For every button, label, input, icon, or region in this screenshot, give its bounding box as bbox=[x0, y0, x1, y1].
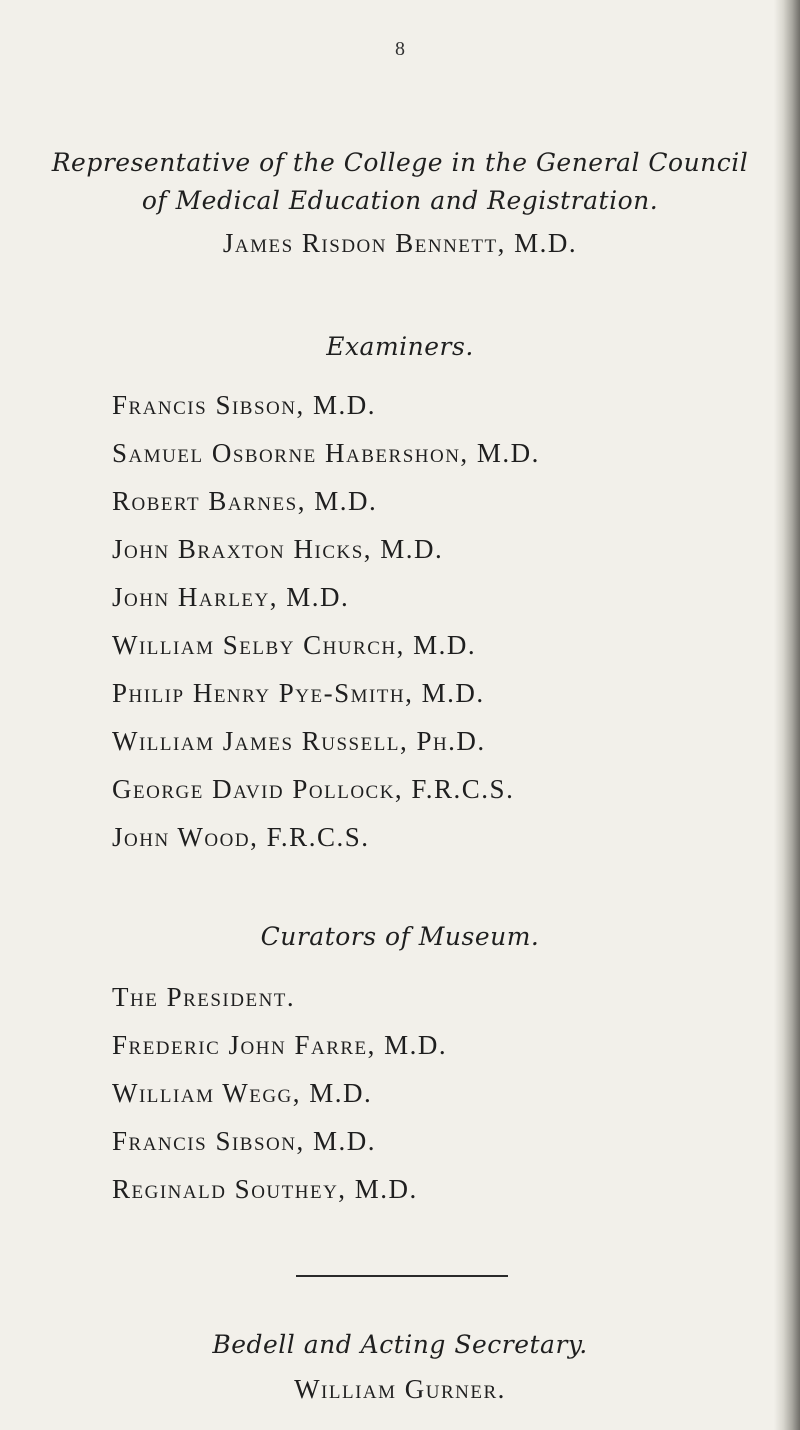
examiner-name: John Harley, M.D. bbox=[112, 582, 350, 612]
examiners-heading: Examiners. bbox=[326, 332, 474, 361]
examiner-name: Francis Sibson, M.D. bbox=[112, 390, 376, 420]
council-representative: James Risdon Bennett, M.D. bbox=[222, 228, 578, 258]
council-heading-line2: of Medical Education and Registration. bbox=[141, 186, 659, 215]
curator-name: The President. bbox=[112, 982, 296, 1012]
curator-name: Frederic John Farre, M.D. bbox=[112, 1030, 448, 1060]
curator-name: William Wegg, M.D. bbox=[112, 1078, 373, 1108]
section-divider bbox=[296, 1275, 508, 1277]
council-heading-line1: Representative of the College in the General Council bbox=[51, 148, 749, 177]
examiner-name: George David Pollock, F.R.C.S. bbox=[112, 774, 515, 804]
examiner-name: Robert Barnes, M.D. bbox=[112, 486, 378, 516]
page-number: 8 bbox=[395, 38, 405, 60]
bedell-name: William Gurner. bbox=[294, 1374, 506, 1404]
examiner-name: William James Russell, Ph.D. bbox=[112, 726, 486, 756]
examiner-name: John Braxton Hicks, M.D. bbox=[112, 534, 444, 564]
examiner-name: John Wood, F.R.C.S. bbox=[112, 822, 370, 852]
bedell-heading: Bedell and Acting Secretary. bbox=[212, 1330, 588, 1359]
examiner-name: Samuel Osborne Habershon, M.D. bbox=[112, 438, 540, 468]
curator-name: Francis Sibson, M.D. bbox=[112, 1126, 376, 1156]
curator-name: Reginald Southey, M.D. bbox=[112, 1174, 418, 1204]
examiner-name: William Selby Church, M.D. bbox=[112, 630, 477, 660]
curators-heading: Curators of Museum. bbox=[260, 922, 540, 951]
examiner-name: Philip Henry Pye-Smith, M.D. bbox=[112, 678, 485, 708]
